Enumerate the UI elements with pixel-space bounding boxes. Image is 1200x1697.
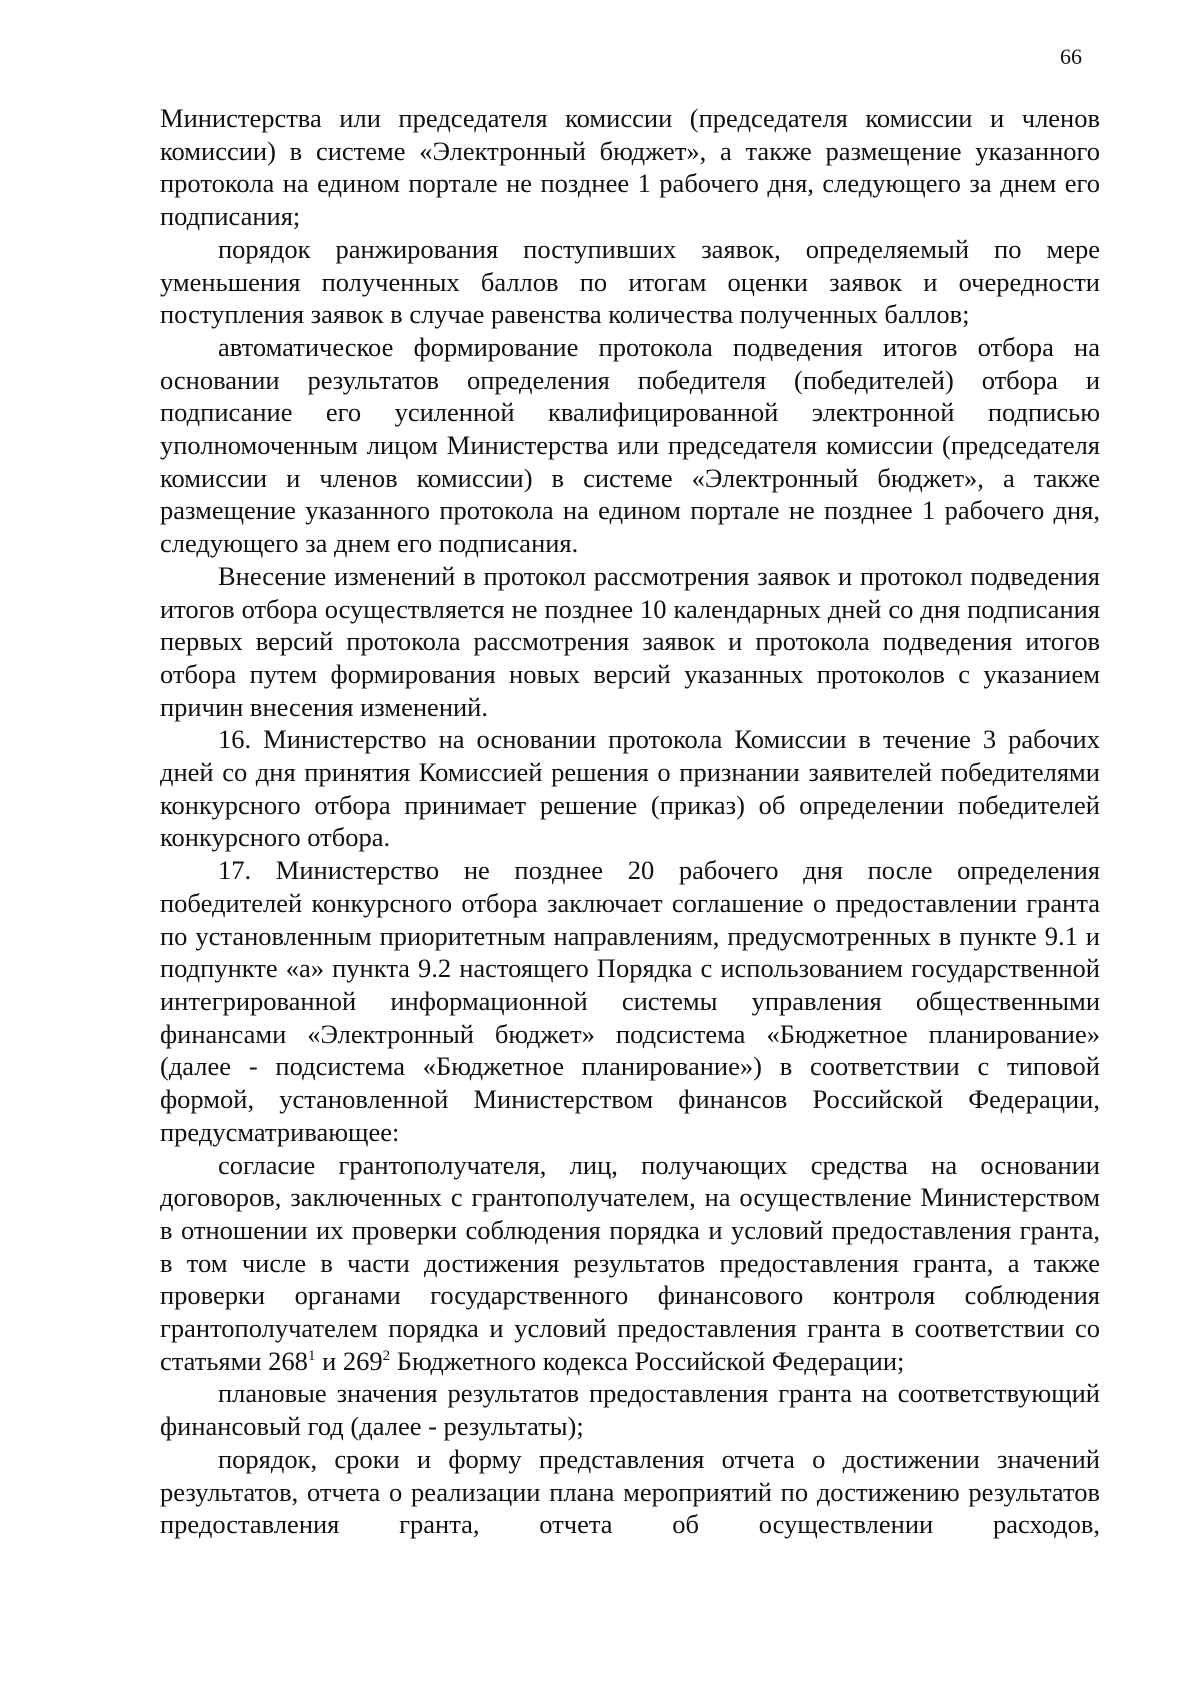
body-text (160, 102, 1100, 1541)
paragraph-item-16: 16. Министерство на основании протокола Комиссии в течение 3 рабочих дней со дня принятия Комиссией решения о признании заявителей победителями конкурсного отбора принимает решение (приказ) об определении победителей конкурсного отбора. (160, 724, 1100, 853)
paragraph-report-order: порядок, сроки и форму представления отчета о достижении значений результатов, отчета о реализации плана мероприятий по достижению результатов предоставления гранта, отчета об осуществлении расходов, (160, 1443, 1100, 1540)
paragraph-continuation: Министерства или председателя комиссии (председателя комиссии и членов комиссии) в системе «Электронный бюджет», а также размещение указанного протокола на едином портале не позднее 1 рабочего дня, следующего за днем его подписания; (160, 103, 1100, 232)
paragraph-grantee-consent (160, 1149, 1100, 1378)
paragraph-ranking-order: порядок ранжирования поступивших заявок, определяемый по мере уменьшения полученных баллов по итогам оценки заявок и очередности поступления заявок в случае равенства количества полученных баллов; (160, 233, 1100, 330)
consent-text-after: Бюджетного кодекса Российской Федерации; (390, 1345, 905, 1376)
superscript-2: 2 (382, 1347, 391, 1364)
paragraph-item-17: 17. Министерство не позднее 20 рабочего дня после определения победителей конкурсного отбора заключает соглашение о предоставлении гранта по установленным приоритетным направлениям, предусмотренных в пункте 9.1 и подпункте «а» пункта 9.2 настоящего Порядка с использованием государственной интегрированной информационной системы управления общественными финансами «Электронный бюджет» подсистема «Бюджетное планирование» (далее - подсистема «Бюджетное планирование») в соответствии с типовой формой, установленной Министерством финансов Российской Федерации, предусматривающее: (160, 855, 1100, 1147)
paragraph-auto-protocol: автоматическое формирование протокола подведения итогов отбора на основании результатов определения победителя (победителей) отбора и подписание его усиленной квалифицированной электронной подписью уполномоченным лицом Министерства или председателя комиссии (председателя комиссии и членов комиссии) в системе «Электронный бюджет», а также размещение указанного протокола на едином портале не позднее 1 рабочего дня, следующего за днем его подписания. (160, 331, 1100, 559)
paragraph-protocol-changes: Внесение изменений в протокол рассмотрения заявок и протокол подведения итогов отбора осуществляется не позднее 10 календарных дней со дня подписания первых версий протокола рассмотрения заявок и протокола подведения итогов отбора путем формирования новых версий указанных протоколов с указанием причин внесения изменений. (160, 560, 1100, 722)
consent-text-before: согласие грантополучателя, лиц, получающих средства на основании договоров, заключенных с грантополучателем, на осуществление Министерством в отношении их проверки соблюдения порядка и условий предоставления гранта, в том числе в части достижения результатов предоставления гранта, а также проверки органами государственного финансового контроля соблюдения грантополучателем порядка и условий предоставления гранта в соответствии со статьями 268 (160, 1149, 1100, 1376)
page-number: 66 (1060, 44, 1082, 69)
consent-text-middle: и 269 (315, 1345, 383, 1376)
superscript-1: 1 (307, 1347, 316, 1364)
paragraph-planned-values: плановые значения результатов предоставления гранта на соответствующий финансовый год (далее - результаты); (160, 1378, 1100, 1442)
